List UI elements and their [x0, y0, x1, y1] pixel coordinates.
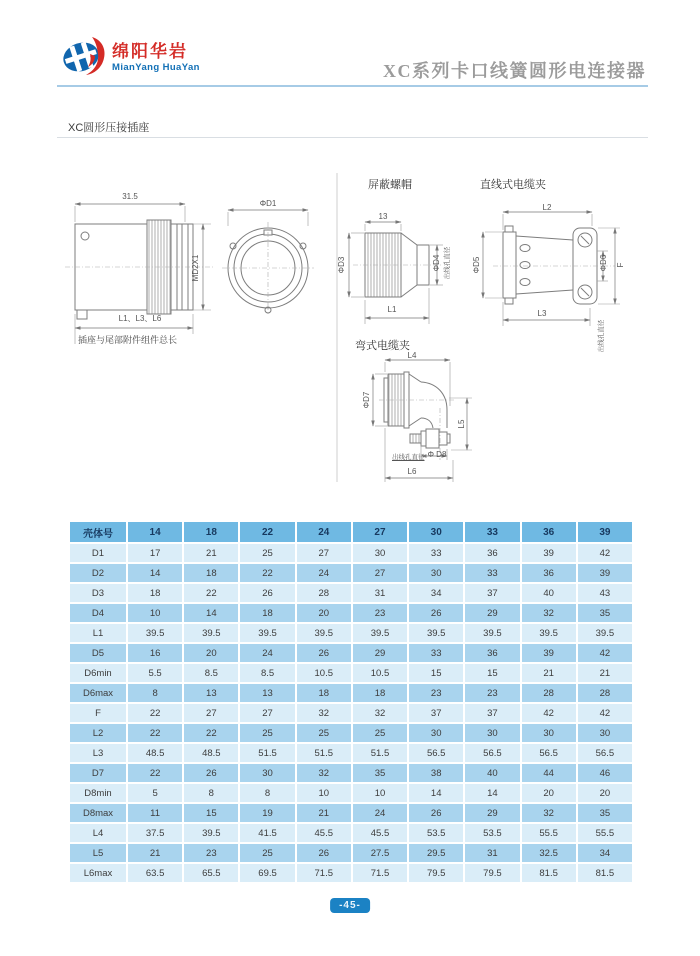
- hole-note-straight-clamp: 出线孔直径: [598, 319, 605, 353]
- hole-note-bent-clamp: 出线孔直径: [392, 454, 425, 461]
- value-cell: 26: [240, 584, 294, 602]
- table-row: [70, 644, 632, 662]
- value-cell: 35: [578, 804, 632, 822]
- value-cell: 23: [465, 684, 519, 702]
- dim-label-thread: MD2X1: [191, 254, 200, 282]
- value-cell: 33: [465, 564, 519, 582]
- row-label-cell: D8max: [70, 804, 126, 822]
- row-label-cell: F: [70, 704, 126, 722]
- value-cell: 53.5: [409, 824, 463, 842]
- value-cell: 30: [240, 764, 294, 782]
- value-cell: 51.5: [240, 744, 294, 762]
- table-body: [70, 544, 632, 882]
- value-cell: 30: [522, 724, 576, 742]
- value-cell: 10.5: [353, 664, 407, 682]
- value-cell: 33: [409, 544, 463, 562]
- dim-label-31-5: 31.5: [122, 192, 138, 201]
- table-row: [70, 704, 632, 722]
- logo-text-en: MianYang HuaYan: [112, 61, 200, 73]
- logo-text-cn: 绵阳华岩: [112, 41, 188, 61]
- value-cell: 15: [409, 664, 463, 682]
- row-label-cell: D5: [70, 644, 126, 662]
- value-cell: 31: [353, 584, 407, 602]
- value-cell: 56.5: [465, 744, 519, 762]
- value-cell: 28: [522, 684, 576, 702]
- value-cell: 51.5: [297, 744, 351, 762]
- value-cell: 39: [578, 564, 632, 582]
- shell-size-cell: 24: [297, 522, 351, 542]
- table-row: [70, 764, 632, 782]
- straight-clamp-title: 直线式电缆夹: [480, 179, 546, 191]
- table-row: [70, 624, 632, 642]
- value-cell: 22: [128, 724, 182, 742]
- value-cell: 23: [184, 844, 238, 862]
- value-cell: 21: [184, 544, 238, 562]
- value-cell: 71.5: [297, 864, 351, 882]
- row-label-cell: D6max: [70, 684, 126, 702]
- value-cell: 10.5: [297, 664, 351, 682]
- value-cell: 39.5: [409, 624, 463, 642]
- value-cell: 27: [353, 564, 407, 582]
- dim-label-l6: L6: [407, 467, 417, 476]
- row-label-cell: L2: [70, 724, 126, 742]
- value-cell: 48.5: [128, 744, 182, 762]
- value-cell: 39.5: [465, 624, 519, 642]
- value-cell: 42: [578, 704, 632, 722]
- row-label-cell: L3: [70, 744, 126, 762]
- value-cell: 8.5: [184, 664, 238, 682]
- value-cell: 25: [240, 844, 294, 862]
- value-cell: 45.5: [297, 824, 351, 842]
- value-cell: 13: [184, 684, 238, 702]
- dim-label-d5: ΦD5: [472, 256, 481, 274]
- table-row: [70, 684, 632, 702]
- value-cell: 42: [578, 544, 632, 562]
- value-cell: 35: [578, 604, 632, 622]
- value-cell: 69.5: [240, 864, 294, 882]
- row-label-cell: D7: [70, 764, 126, 782]
- table-row: [70, 744, 632, 762]
- row-label-cell: D1: [70, 544, 126, 562]
- row-label-cell: D3: [70, 584, 126, 602]
- row-label-cell: D4: [70, 604, 126, 622]
- value-cell: 34: [578, 844, 632, 862]
- dim-label-f: F: [616, 262, 625, 268]
- value-cell: 21: [128, 844, 182, 862]
- value-cell: 18: [128, 584, 182, 602]
- shell-size-cell: 36: [522, 522, 576, 542]
- value-cell: 39.5: [353, 624, 407, 642]
- value-cell: 22: [184, 584, 238, 602]
- value-cell: 37.5: [128, 824, 182, 842]
- value-cell: 14: [409, 784, 463, 802]
- value-cell: 40: [465, 764, 519, 782]
- value-cell: 26: [409, 604, 463, 622]
- value-cell: 65.5: [184, 864, 238, 882]
- value-cell: 27: [184, 704, 238, 722]
- value-cell: 10: [353, 784, 407, 802]
- row-label-cell: D8min: [70, 784, 126, 802]
- value-cell: 26: [297, 844, 351, 862]
- value-cell: 53.5: [465, 824, 519, 842]
- document-title: XC系列卡口线簧圆形电连接器: [383, 61, 646, 81]
- row-label-cell: D6min: [70, 664, 126, 682]
- shell-size-cell: 18: [184, 522, 238, 542]
- dimension-table: [68, 520, 634, 884]
- value-cell: 30: [578, 724, 632, 742]
- value-cell: 71.5: [353, 864, 407, 882]
- value-cell: 19: [240, 804, 294, 822]
- shell-size-cell: 27: [353, 522, 407, 542]
- shell-header-cell: 壳体号: [70, 522, 126, 542]
- dim-label-l5: L5: [457, 419, 466, 429]
- row-label-cell: L1: [70, 624, 126, 642]
- value-cell: 18: [240, 604, 294, 622]
- value-cell: 8: [184, 784, 238, 802]
- value-cell: 14: [465, 784, 519, 802]
- value-cell: 29.5: [409, 844, 463, 862]
- shell-size-cell: 22: [240, 522, 294, 542]
- value-cell: 37: [465, 704, 519, 722]
- value-cell: 40: [522, 584, 576, 602]
- value-cell: 17: [128, 544, 182, 562]
- value-cell: 20: [578, 784, 632, 802]
- value-cell: 21: [578, 664, 632, 682]
- value-cell: 39.5: [184, 824, 238, 842]
- page-number-badge: -45-: [330, 898, 370, 913]
- value-cell: 22: [184, 724, 238, 742]
- value-cell: 30: [465, 724, 519, 742]
- value-cell: 21: [297, 804, 351, 822]
- value-cell: 42: [522, 704, 576, 722]
- value-cell: 39.5: [522, 624, 576, 642]
- value-cell: 24: [240, 644, 294, 662]
- shell-size-cell: 39: [578, 522, 632, 542]
- value-cell: 27.5: [353, 844, 407, 862]
- side-view-caption: 插座与尾部附件组件总长: [78, 335, 178, 345]
- value-cell: 39.5: [184, 624, 238, 642]
- value-cell: 10: [128, 604, 182, 622]
- value-cell: 39: [522, 644, 576, 662]
- value-cell: 20: [297, 604, 351, 622]
- value-cell: 36: [465, 544, 519, 562]
- value-cell: 37: [465, 584, 519, 602]
- value-cell: 18: [297, 684, 351, 702]
- shell-size-cell: 30: [409, 522, 463, 542]
- value-cell: 55.5: [522, 824, 576, 842]
- dim-label-13: 13: [378, 212, 388, 221]
- value-cell: 29: [465, 604, 519, 622]
- section-divider: [57, 137, 648, 138]
- table-row: [70, 664, 632, 682]
- value-cell: 81.5: [578, 864, 632, 882]
- value-cell: 14: [184, 604, 238, 622]
- value-cell: 11: [128, 804, 182, 822]
- value-cell: 39.5: [297, 624, 351, 642]
- value-cell: 22: [128, 764, 182, 782]
- value-cell: 32.5: [522, 844, 576, 862]
- value-cell: 21: [522, 664, 576, 682]
- value-cell: 23: [409, 684, 463, 702]
- header-divider: [57, 85, 648, 87]
- row-label-cell: L4: [70, 824, 126, 842]
- table-row: [70, 544, 632, 562]
- value-cell: 41.5: [240, 824, 294, 842]
- value-cell: 20: [184, 644, 238, 662]
- value-cell: 28: [578, 684, 632, 702]
- dim-label-l2: L2: [542, 203, 552, 212]
- value-cell: 23: [353, 604, 407, 622]
- value-cell: 13: [240, 684, 294, 702]
- value-cell: 25: [353, 724, 407, 742]
- value-cell: 56.5: [578, 744, 632, 762]
- table-row: [70, 864, 632, 882]
- row-label-cell: D2: [70, 564, 126, 582]
- value-cell: 28: [297, 584, 351, 602]
- company-logo: [62, 34, 200, 80]
- dim-label-d7: ΦD7: [362, 391, 371, 409]
- row-label-cell: L6max: [70, 864, 126, 882]
- dim-label-total-length: L1、L3、L6: [118, 314, 162, 323]
- dim-label-l1: L1: [387, 305, 397, 314]
- value-cell: 81.5: [522, 864, 576, 882]
- value-cell: 32: [522, 604, 576, 622]
- table-row: [70, 604, 632, 622]
- value-cell: 51.5: [353, 744, 407, 762]
- value-cell: 15: [465, 664, 519, 682]
- value-cell: 48.5: [184, 744, 238, 762]
- value-cell: 55.5: [578, 824, 632, 842]
- value-cell: 15: [184, 804, 238, 822]
- dim-label-d4: ΦD4: [432, 254, 441, 272]
- value-cell: 56.5: [522, 744, 576, 762]
- value-cell: 63.5: [128, 864, 182, 882]
- table-row: [70, 784, 632, 802]
- value-cell: 39.5: [240, 624, 294, 642]
- value-cell: 24: [297, 564, 351, 582]
- logo-mark-icon: [62, 34, 106, 80]
- value-cell: 29: [465, 804, 519, 822]
- value-cell: 10: [297, 784, 351, 802]
- value-cell: 39.5: [128, 624, 182, 642]
- row-label-cell: L5: [70, 844, 126, 862]
- value-cell: 5.5: [128, 664, 182, 682]
- value-cell: 24: [353, 804, 407, 822]
- value-cell: 32: [522, 804, 576, 822]
- value-cell: 22: [240, 564, 294, 582]
- value-cell: 46: [578, 764, 632, 782]
- table-row: [70, 804, 632, 822]
- value-cell: 44: [522, 764, 576, 782]
- value-cell: 29: [353, 644, 407, 662]
- value-cell: 8.5: [240, 664, 294, 682]
- bent-clamp-title: 弯式电缆夹: [355, 340, 410, 352]
- value-cell: 32: [353, 704, 407, 722]
- value-cell: 32: [297, 764, 351, 782]
- value-cell: 39.5: [578, 624, 632, 642]
- table-row: [70, 844, 632, 862]
- value-cell: 27: [240, 704, 294, 722]
- value-cell: 37: [409, 704, 463, 722]
- dim-label-l3: L3: [537, 309, 547, 318]
- shield-nut-title: 屏蔽螺帽: [368, 179, 412, 191]
- value-cell: 22: [128, 704, 182, 722]
- section-title: XC圆形压接插座: [68, 122, 150, 134]
- dim-label-d3: ΦD3: [337, 256, 346, 274]
- value-cell: 30: [409, 564, 463, 582]
- shell-size-cell: 33: [465, 522, 519, 542]
- value-cell: 34: [409, 584, 463, 602]
- value-cell: 79.5: [409, 864, 463, 882]
- table-row: [70, 724, 632, 742]
- value-cell: 32: [297, 704, 351, 722]
- value-cell: 20: [522, 784, 576, 802]
- value-cell: 79.5: [465, 864, 519, 882]
- table-row: [70, 584, 632, 602]
- value-cell: 36: [522, 564, 576, 582]
- dim-label-d6: ΦD6: [599, 254, 608, 272]
- value-cell: 5: [128, 784, 182, 802]
- value-cell: 8: [240, 784, 294, 802]
- table-row: [70, 564, 632, 582]
- value-cell: 39: [522, 544, 576, 562]
- value-cell: 18: [353, 684, 407, 702]
- value-cell: 45.5: [353, 824, 407, 842]
- value-cell: 30: [409, 724, 463, 742]
- value-cell: 26: [184, 764, 238, 782]
- dim-label-d1: ΦD1: [259, 199, 277, 208]
- dim-label-d8: Φ D8: [427, 450, 447, 459]
- value-cell: 26: [409, 804, 463, 822]
- value-cell: 25: [240, 544, 294, 562]
- value-cell: 16: [128, 644, 182, 662]
- value-cell: 26: [297, 644, 351, 662]
- value-cell: 31: [465, 844, 519, 862]
- value-cell: 30: [353, 544, 407, 562]
- value-cell: 8: [128, 684, 182, 702]
- value-cell: 18: [184, 564, 238, 582]
- value-cell: 27: [297, 544, 351, 562]
- value-cell: 36: [465, 644, 519, 662]
- hole-note-shield-nut: 出线孔直径: [444, 246, 451, 280]
- value-cell: 42: [578, 644, 632, 662]
- table-row: [70, 824, 632, 842]
- shell-size-cell: 14: [128, 522, 182, 542]
- value-cell: 35: [353, 764, 407, 782]
- value-cell: 33: [409, 644, 463, 662]
- value-cell: 38: [409, 764, 463, 782]
- value-cell: 25: [297, 724, 351, 742]
- dim-label-l4: L4: [407, 351, 417, 360]
- value-cell: 56.5: [409, 744, 463, 762]
- value-cell: 14: [128, 564, 182, 582]
- table-header-row: [70, 522, 632, 542]
- value-cell: 25: [240, 724, 294, 742]
- value-cell: 43: [578, 584, 632, 602]
